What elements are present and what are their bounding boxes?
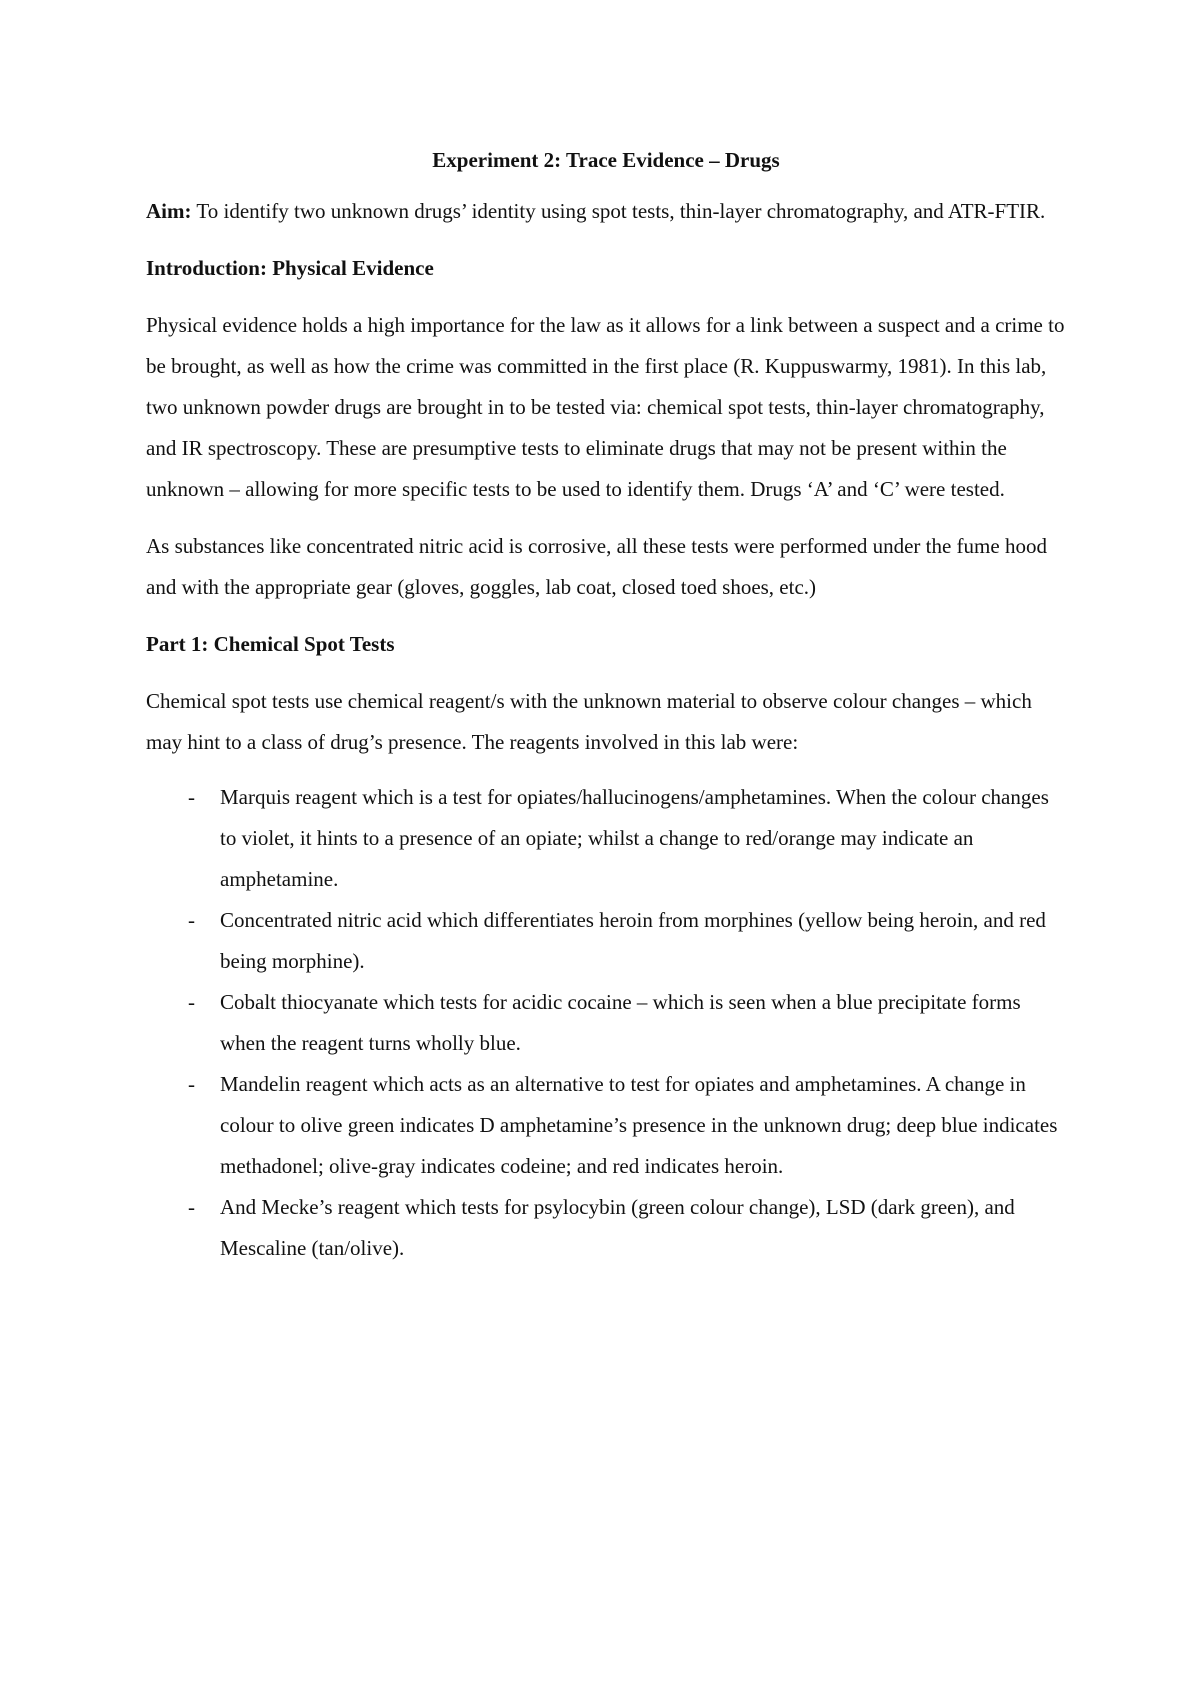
- part1-heading: Part 1: Chemical Spot Tests: [146, 632, 395, 656]
- introduction-heading: Introduction: Physical Evidence: [146, 256, 434, 280]
- reagent-text: Cobalt thiocyanate which tests for acidic cocaine – which is seen when a blue precipitate forms when the reagent turns wholly blue.: [220, 990, 1021, 1055]
- introduction-paragraph-1: Physical evidence holds a high importance for the law as it allows for a link between a suspect and a crime to be brought, as well as how the crime was committed in the first place (R. Kuppuswarmy, 1981). In this lab, two unknown powder drugs are brought in to be tested via: chemical spot tests, thin-layer chromatography, and IR spectroscopy. These are presumptive tests to eliminate drugs that may not be present within the unknown – allowing for more specific tests to be used to identify them. Drugs ‘A’ and ‘C’ were tested.: [146, 313, 1065, 501]
- part1-paragraph: Chemical spot tests use chemical reagent/s with the unknown material to observe colour changes – which may hint to a class of drug’s presence. The reagents involved in this lab were:: [146, 689, 1032, 754]
- reagent-item-marquis: [146, 777, 1066, 900]
- document-body: [146, 140, 1066, 1269]
- bullet-dash: -: [188, 1195, 195, 1219]
- reagent-text: Marquis reagent which is a test for opiates/hallucinogens/amphetamines. When the colour changes to violet, it hints to a presence of an opiate; whilst a change to red/orange may indicate an amphetamine.: [220, 785, 1049, 891]
- reagent-item-cobalt-thiocyanate: [146, 982, 1066, 1064]
- reagent-list: [146, 777, 1066, 1269]
- reagent-item-mecke: [146, 1187, 1066, 1269]
- reagent-text: Concentrated nitric acid which differentiates heroin from morphines (yellow being heroin, and red being morphine).: [220, 908, 1046, 973]
- aim-paragraph: [146, 191, 1066, 232]
- reagent-text: And Mecke’s reagent which tests for psylocybin (green colour change), LSD (dark green), and Mescaline (tan/olive).: [220, 1195, 1015, 1260]
- bullet-dash: -: [188, 990, 195, 1014]
- introduction-paragraph-2: As substances like concentrated nitric acid is corrosive, all these tests were performed under the fume hood and with the appropriate gear (gloves, goggles, lab coat, closed toed shoes, etc.): [146, 534, 1047, 599]
- bullet-dash: -: [188, 908, 195, 932]
- aim-label: Aim:: [146, 199, 192, 223]
- bullet-dash: -: [188, 1072, 195, 1096]
- document-title: Experiment 2: Trace Evidence – Drugs: [432, 148, 780, 172]
- aim-text: To identify two unknown drugs’ identity using spot tests, thin-layer chromatography, and ATR-FTIR.: [191, 199, 1046, 223]
- bullet-dash: -: [188, 785, 195, 809]
- reagent-text: Mandelin reagent which acts as an alternative to test for opiates and amphetamines. A change in colour to olive green indicates D amphetamine’s presence in the unknown drug; deep blue indicates methadonel; olive-gray indicates codeine; and red indicates heroin.: [220, 1072, 1058, 1178]
- reagent-item-mandelin: [146, 1064, 1066, 1187]
- reagent-item-nitric-acid: [146, 900, 1066, 982]
